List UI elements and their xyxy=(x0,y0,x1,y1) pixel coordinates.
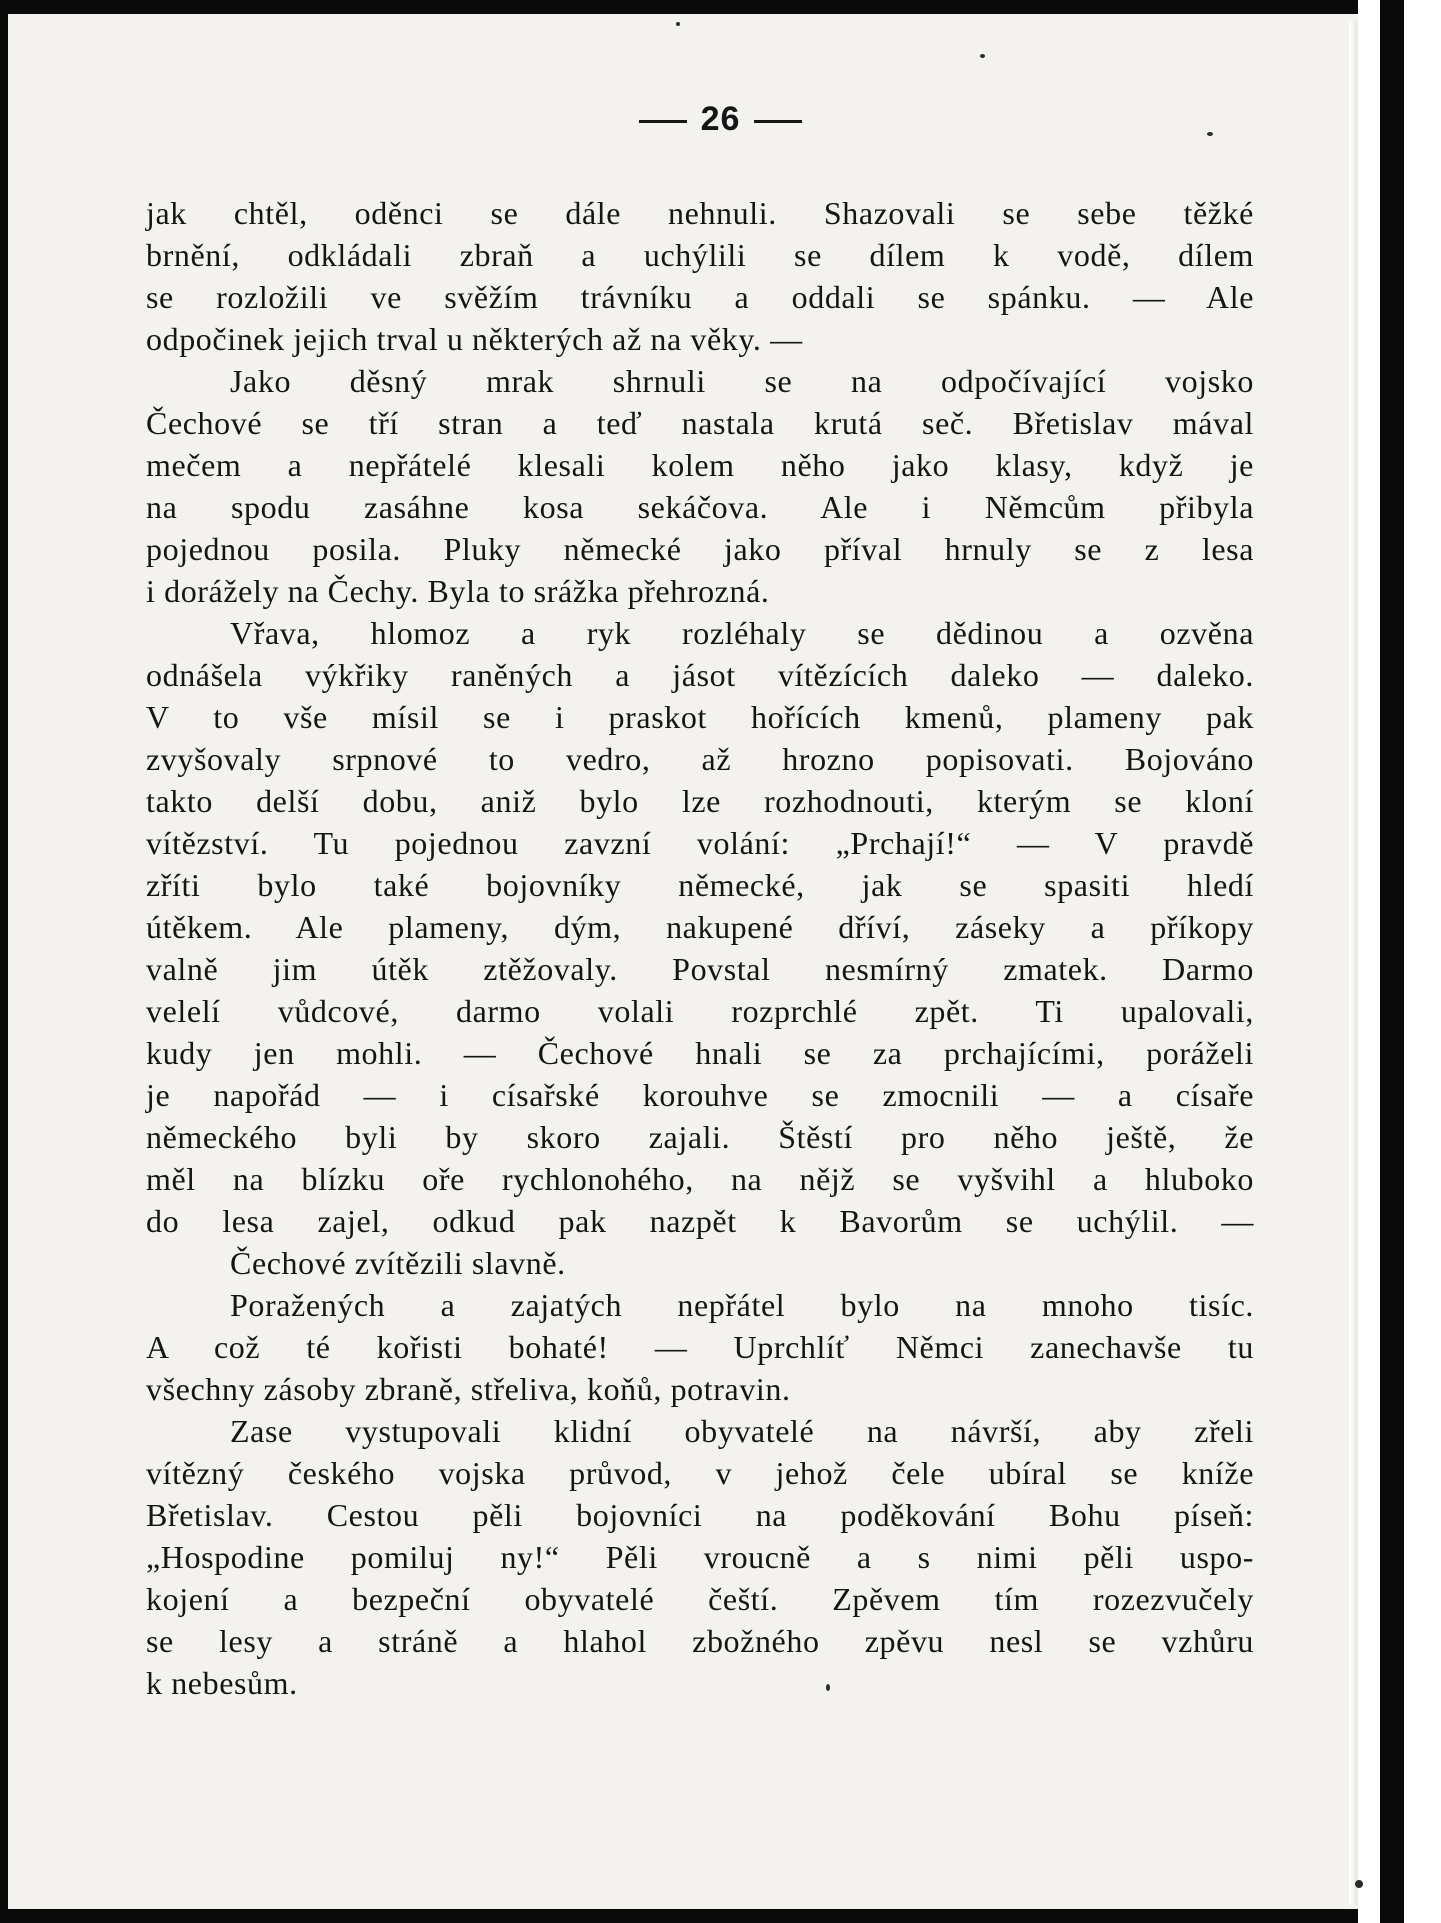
scan-edge-left xyxy=(0,0,8,1923)
text-line: valně jim útěk ztěžovaly. Povstal nesmírný zmatek. Darmo xyxy=(146,951,1254,987)
text-line: do lesa zajel, odkud pak nazpět k Bavorům se uchýlil. — xyxy=(146,1203,1254,1239)
text-line: A což té kořisti bohaté! — Uprchlíť Němci zanechavše tu xyxy=(146,1329,1254,1365)
text-line: brnění, odkládali zbraň a uchýlili se dílem k vodě, dílem xyxy=(146,237,1254,273)
scan-speck xyxy=(980,54,985,58)
page-number-value: 26 xyxy=(700,100,741,138)
text-line: mečem a nepřátelé klesali kolem něho jako klasy, když je xyxy=(146,447,1254,483)
text-line: měl na blízku oře rychlonohého, na nějž se vyšvihl a hluboko xyxy=(146,1161,1254,1197)
text-line: německého byli by skoro zajali. Štěstí pro něho ještě, že xyxy=(146,1119,1254,1155)
text-line: vítězství. Tu pojednou zavzní volání: „Prchají!“ — V pravdě xyxy=(146,825,1254,861)
page-number-dash-left xyxy=(639,120,687,123)
text-line: Čechové se tří stran a teď nastala krutá seč. Břetislav mával xyxy=(146,405,1254,441)
text-line: pojednou posila. Pluky německé jako příval hrnuly se z lesa xyxy=(146,531,1254,567)
text-line: vítězný českého vojska průvod, v jehož čele ubíral se kníže xyxy=(146,1455,1254,1491)
text-line: i dorážely na Čechy. Byla to srážka přehrozná. xyxy=(146,573,770,609)
text-line: se rozložili ve svěžím trávníku a oddali se spánku. — Ale xyxy=(146,279,1254,315)
text-line: Čechové zvítězili slavně. xyxy=(230,1245,566,1281)
scan-edge-bottom xyxy=(0,1909,1441,1923)
text-line: k nebesům. xyxy=(146,1665,298,1701)
scan-speck xyxy=(1355,1880,1363,1888)
text-line: takto delší dobu, aniž bylo lze rozhodnouti, kterým se kloní xyxy=(146,783,1254,819)
page-number xyxy=(0,100,1441,139)
text-line: je napořád — i císařské korouhve se zmocnili — a císaře xyxy=(146,1077,1254,1113)
text-line: kudy jen mohli. — Čechové hnali se za prchajícími, poráželi xyxy=(146,1035,1254,1071)
text-line: na spodu zasáhne kosa sekáčova. Ale i Němcům přibyla xyxy=(146,489,1254,525)
text-line: jak chtěl, oděnci se dále nehnuli. Shazovali se sebe těžké xyxy=(146,195,1254,231)
text-line: odpočinek jejich trval u některých až na věky. — xyxy=(146,321,803,357)
scan-edge-right xyxy=(1358,0,1441,1923)
text-line: kojení a bezpeční obyvatelé čeští. Zpěvem tím rozezvučely xyxy=(146,1581,1254,1617)
text-line: Břetislav. Cestou pěli bojovníci na poděkování Bohu píseň: xyxy=(146,1497,1254,1533)
text-line: Jako děsný mrak shrnuli se na odpočívající vojsko xyxy=(230,363,1254,399)
text-line: zříti bylo také bojovníky německé, jak se spasiti hledí xyxy=(146,867,1254,903)
scan-edge-top xyxy=(0,0,1441,14)
text-line: Zase vystupovali klidní obyvatelé na návrší, aby zřeli xyxy=(230,1413,1254,1449)
text-line: se lesy a stráně a hlahol zbožného zpěvu nesl se vzhůru xyxy=(146,1623,1254,1659)
scan-edge-right-bar xyxy=(1380,0,1404,1923)
text-line: velelí vůdcové, darmo volali rozprchlé zpět. Ti upalovali, xyxy=(146,993,1254,1029)
text-line: „Hospodine pomiluj ny!“ Pěli vroucně a s nimi pěli uspo- xyxy=(146,1539,1254,1575)
text-line: zvyšovaly srpnové to vedro, až hrozno popisovati. Bojováno xyxy=(146,741,1254,777)
page-edge-shadow xyxy=(1349,20,1358,1905)
text-line: Vřava, hlomoz a ryk rozléhaly se dědinou a ozvěna xyxy=(230,615,1254,651)
text-line: všechny zásoby zbraně, střeliva, koňů, potravin. xyxy=(146,1371,791,1407)
page-number-dash-right xyxy=(754,120,802,123)
text-line: odnášela výkřiky raněných a jásot vítězících daleko — daleko. xyxy=(146,657,1254,693)
text-line: útěkem. Ale plameny, dým, nakupené dříví, záseky a příkopy xyxy=(146,909,1254,945)
text-line: Poražených a zajatých nepřátel bylo na mnoho tisíc. xyxy=(230,1287,1254,1323)
text-line: V to vše mísil se i praskot hořících kmenů, plameny pak xyxy=(146,699,1254,735)
scan-speck xyxy=(676,22,680,26)
body-text xyxy=(146,192,1254,1704)
